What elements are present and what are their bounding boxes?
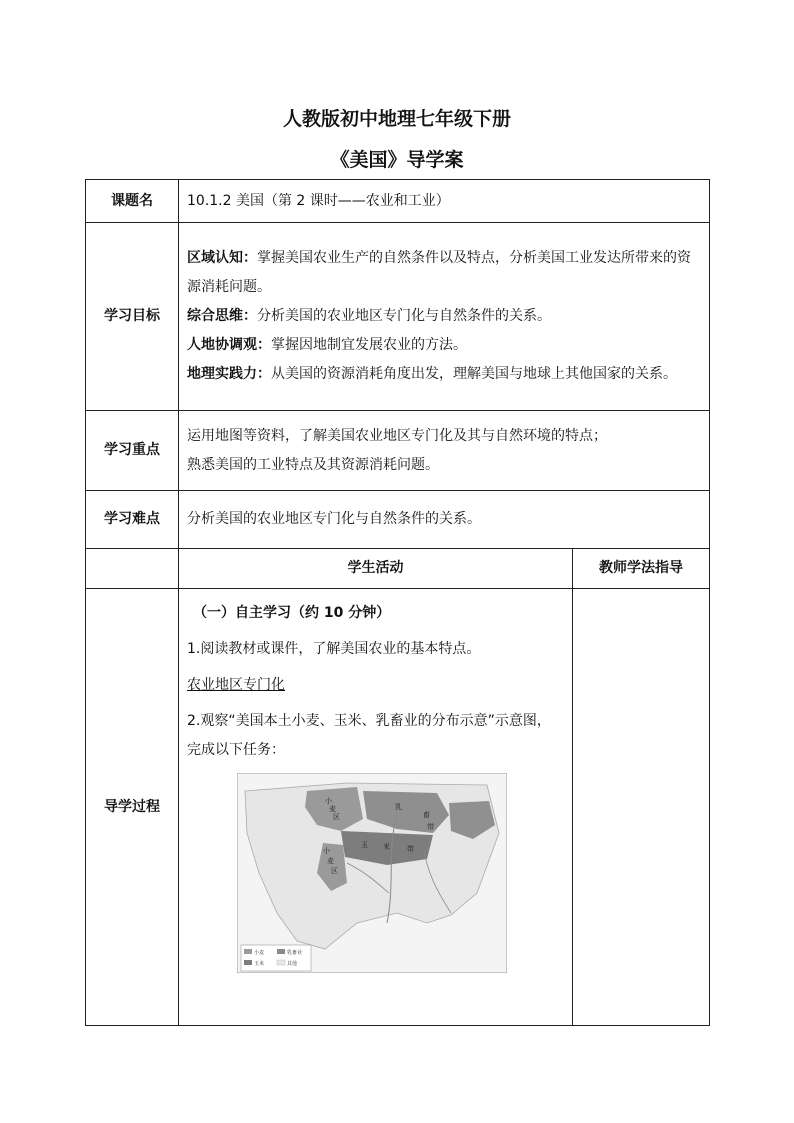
map-label: 玉 [361,841,368,849]
map-label: 畜 [423,811,430,819]
key-points-row [86,411,710,491]
difficulties-label: 学习难点 [86,491,179,549]
student-activity-header: 学生活动 [179,549,573,589]
map-label: 米 [383,843,390,851]
difficulties-content: 分析美国的农业地区专门化与自然条件的关系。 [179,491,710,549]
map-label: 乳 [395,803,402,811]
map-label: 小 [323,847,330,855]
difficulties-row [86,491,710,549]
map-label: 麦 [327,857,334,865]
document-subtitle: 《美国》导学案 [330,149,464,171]
map-label: 区 [333,813,340,821]
study-guide-table [85,179,710,1026]
map-label: 带 [407,845,414,853]
goals-row [86,223,710,411]
legend-label: 乳畜业 [287,950,303,956]
key-points-label: 学习重点 [86,411,179,491]
map-legend [241,945,311,971]
subheading: 农业地区专门化 [187,677,285,693]
map-label: 带 [427,823,434,831]
section-heading: （一）自主学习（约 10 分钟） [193,605,391,621]
us-agriculture-map [237,773,507,973]
key-point-line: 熟悉美国的工业特点及其资源消耗问题。 [187,456,439,473]
legend-label: 小麦 [254,950,265,956]
teacher-guide-header: 教师学法指导 [573,549,710,589]
teacher-guide-cell [573,589,710,1026]
goals-label: 学习目标 [86,223,179,411]
course-row [86,180,710,223]
process-row [86,589,710,1026]
process-label: 导学过程 [86,589,179,1026]
goal-item: 人地协调观：掌握因地制宜发展农业的方法。 [187,337,467,353]
key-point-line: 运用地图等资料，了解美国农业地区专门化及其与自然环境的特点； [187,427,607,444]
step-1: 1.阅读教材或课件，了解美国农业的基本特点。 [187,641,481,657]
map-label: 区 [331,867,338,875]
goal-item: 综合思维：分析美国的农业地区专门化与自然条件的关系。 [187,308,551,324]
column-header-row [86,549,710,589]
course-value: 10.1.2 美国（第 2 课时——农业和工业） [179,180,710,223]
process-content [179,589,573,1026]
document-title: 人教版初中地理七年级下册 [282,108,511,130]
course-label: 课题名 [86,180,179,223]
key-points-content [179,411,710,491]
empty-header-cell [86,549,179,589]
goal-item: 地理实践力：从美国的资源消耗角度出发，理解美国与地球上其他国家的关系。 [187,366,677,382]
goals-content [179,223,710,411]
map-label: 小 [325,797,332,805]
map-label: 麦 [329,805,336,813]
legend-label: 玉米 [254,961,265,967]
legend-label: 其他 [287,961,298,967]
goal-item: 区域认知：掌握美国农业生产的自然条件以及特点，分析美国工业发达所带来的资源消耗问题。 [187,250,691,295]
step-2: 2.观察“美国本土小麦、玉米、乳畜业的分布示意”示意图，完成以下任务： [187,713,551,758]
